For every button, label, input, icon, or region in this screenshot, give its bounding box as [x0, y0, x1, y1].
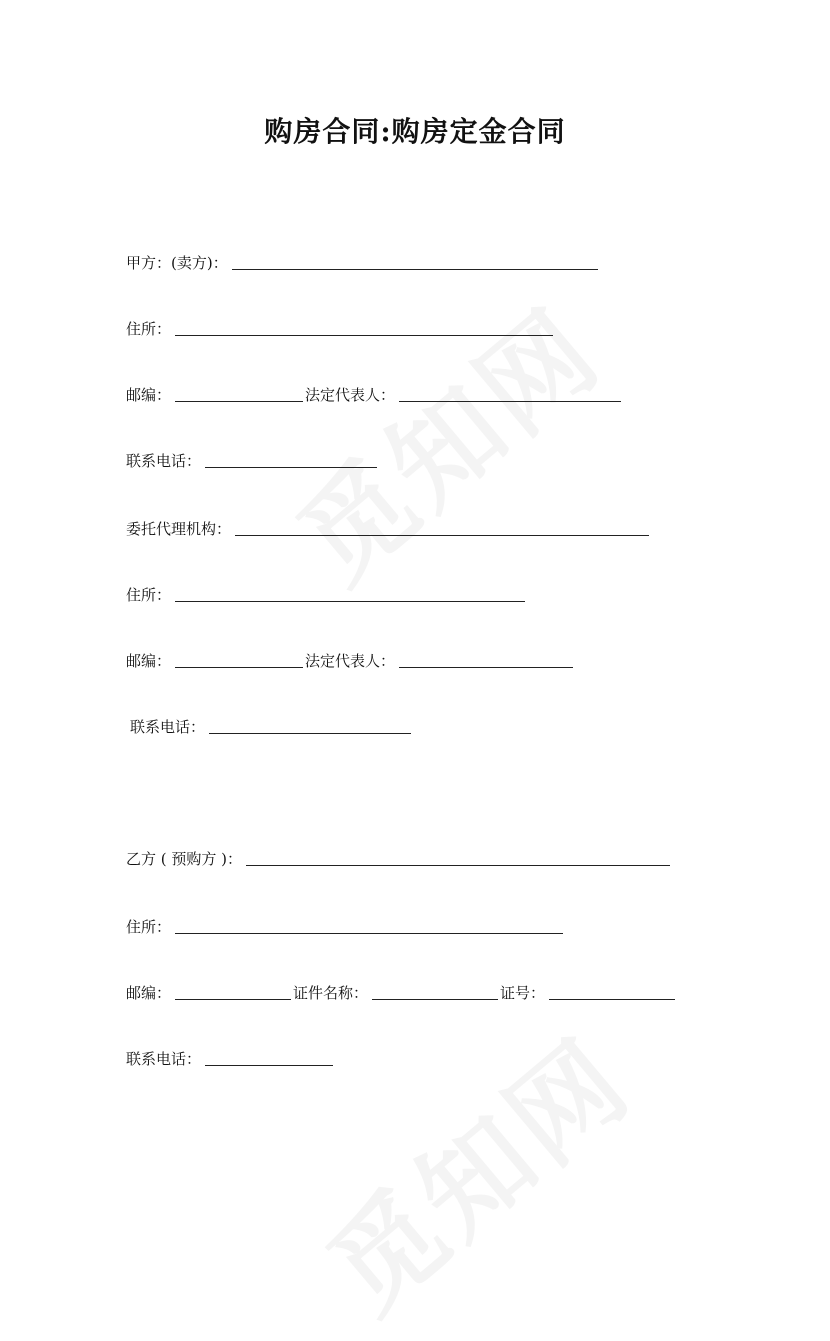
- party-a-label: 甲方：(卖方)：: [126, 254, 228, 272]
- agent-line: [126, 518, 651, 539]
- agent-phone-blank[interactable]: [209, 719, 411, 734]
- party-b-phone-label: 联系电话：: [126, 1050, 202, 1068]
- agent-postcode-line: [126, 650, 575, 671]
- agent-legal-rep-label: 法定代表人：: [305, 652, 396, 670]
- party-b-label: 乙方 ( 预购方 )：: [126, 850, 243, 868]
- party-b-phone-blank[interactable]: [205, 1051, 333, 1066]
- party-b-id-number-blank[interactable]: [549, 985, 675, 1000]
- party-b-address-blank[interactable]: [175, 919, 563, 934]
- party-b-id-name-blank[interactable]: [372, 985, 498, 1000]
- party-a-postcode-blank[interactable]: [175, 387, 303, 402]
- party-a-postcode-line: [126, 384, 623, 405]
- agent-postcode-blank[interactable]: [175, 653, 303, 668]
- party-b-line: [126, 848, 672, 869]
- party-a-address-line: [126, 318, 555, 339]
- agent-phone-line: [130, 716, 413, 737]
- agent-address-line: [126, 584, 527, 605]
- document-title: 购房合同:购房定金合同: [264, 115, 566, 148]
- agent-label: 委托代理机构：: [126, 520, 232, 538]
- agent-address-label: 住所：: [126, 586, 172, 604]
- party-a-address-label: 住所：: [126, 320, 172, 338]
- party-b-postcode-blank[interactable]: [175, 985, 291, 1000]
- watermark-bottom: [290, 997, 658, 1341]
- party-b-postcode-line: [126, 982, 677, 1003]
- agent-blank[interactable]: [235, 521, 649, 536]
- party-a-phone-line: [126, 450, 379, 471]
- party-a-phone-blank[interactable]: [205, 453, 377, 468]
- party-a-blank[interactable]: [232, 255, 598, 270]
- party-a-phone-label: 联系电话：: [126, 452, 202, 470]
- party-b-phone-line: [126, 1048, 335, 1069]
- party-b-address-label: 住所：: [126, 918, 172, 936]
- agent-address-blank[interactable]: [175, 587, 525, 602]
- party-a-legal-rep-blank[interactable]: [399, 387, 621, 402]
- party-a-line: [126, 252, 600, 273]
- party-b-blank[interactable]: [246, 851, 670, 866]
- party-b-id-name-label: 证件名称：: [293, 984, 369, 1002]
- party-a-postcode-label: 邮编：: [126, 386, 172, 404]
- party-b-postcode-label: 邮编：: [126, 984, 172, 1002]
- party-a-address-blank[interactable]: [175, 321, 553, 336]
- agent-postcode-label: 邮编：: [126, 652, 172, 670]
- agent-phone-label: 联系电话：: [130, 718, 206, 736]
- agent-legal-rep-blank[interactable]: [399, 653, 573, 668]
- party-b-id-number-label: 证号：: [500, 984, 546, 1002]
- party-a-legal-rep-label: 法定代表人：: [305, 386, 396, 404]
- party-b-address-line: [126, 916, 565, 937]
